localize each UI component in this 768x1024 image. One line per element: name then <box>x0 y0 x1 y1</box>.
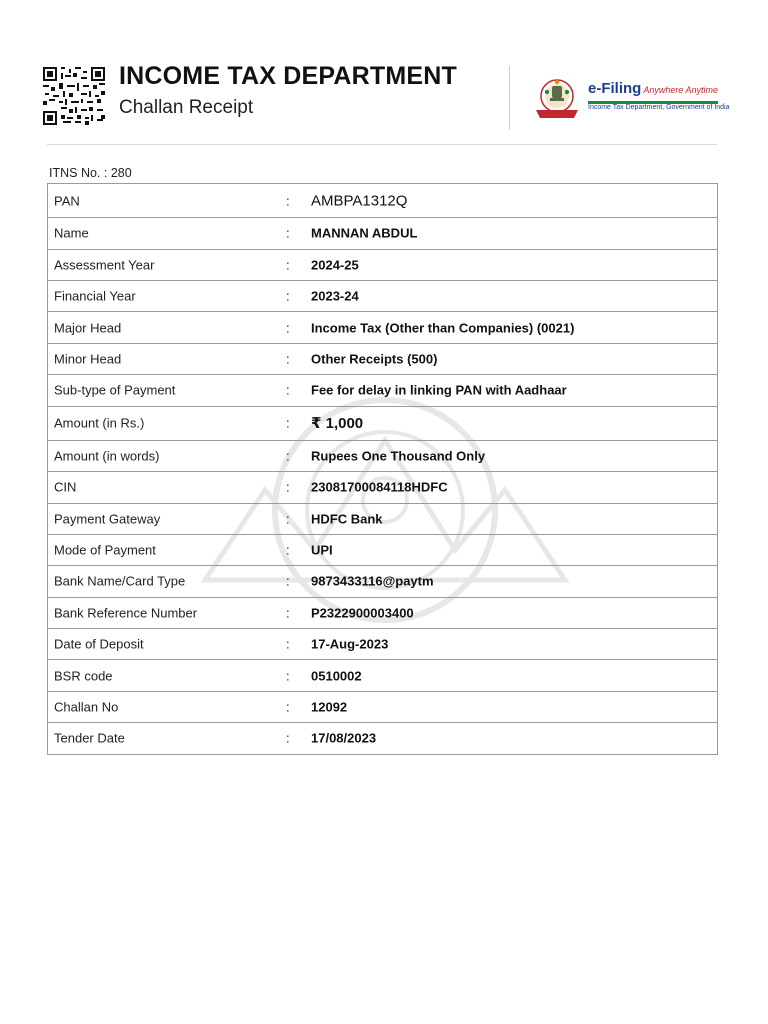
row-colon: : <box>286 573 290 589</box>
row-label: Bank Name/Card Type <box>54 573 186 589</box>
row-colon: : <box>286 225 290 241</box>
table-row <box>48 629 717 660</box>
challan-details-table <box>47 183 718 755</box>
table-row <box>48 344 717 375</box>
row-label: Amount (in words) <box>54 448 160 464</box>
table-row <box>48 598 717 629</box>
table-row <box>48 312 717 343</box>
row-label: Minor Head <box>54 351 122 367</box>
payment-gateway-value: HDFC Bank <box>311 511 383 527</box>
bank-card-type-value: 9873433116@paytm <box>311 573 434 589</box>
major-head-value: Income Tax (Other than Companies) (0021) <box>311 320 575 336</box>
row-colon: : <box>286 668 290 684</box>
name-value: MANNAN ABDUL <box>311 225 418 241</box>
row-colon: : <box>286 448 290 464</box>
header-divider <box>509 66 510 130</box>
table-row <box>48 692 717 723</box>
payment-mode-value: UPI <box>311 542 333 558</box>
row-label: PAN <box>54 193 80 209</box>
table-row <box>48 441 717 472</box>
efiling-org: Income Tax Department, Government of India <box>588 104 730 111</box>
pan-value: AMBPA1312Q <box>311 192 408 210</box>
deposit-date-value: 17-Aug-2023 <box>311 636 389 652</box>
row-colon: : <box>286 415 290 431</box>
efiling-brand-name: e-Filing <box>588 80 642 97</box>
row-colon: : <box>286 542 290 558</box>
row-label: Major Head <box>54 320 122 336</box>
bank-reference-value: P2322900003400 <box>311 605 414 621</box>
qr-code-icon <box>43 67 105 125</box>
financial-year-value: 2023-24 <box>311 288 359 304</box>
row-colon: : <box>286 382 290 398</box>
row-label: CIN <box>54 479 77 495</box>
row-label: Date of Deposit <box>54 636 144 652</box>
table-row <box>48 660 717 691</box>
efiling-brand <box>588 80 718 97</box>
row-colon: : <box>286 730 290 746</box>
cin-value: 23081700084118HDFC <box>311 479 448 495</box>
table-row <box>48 407 717 441</box>
row-colon: : <box>286 193 290 209</box>
national-emblem-icon <box>530 76 584 122</box>
row-colon: : <box>286 288 290 304</box>
table-row <box>48 281 717 312</box>
table-row <box>48 250 717 281</box>
efiling-tagline: Anywhere Anytime <box>643 85 719 95</box>
receipt-header <box>0 0 768 145</box>
table-row <box>48 723 717 754</box>
amount-value: ₹ 1,000 <box>311 415 364 433</box>
row-label: Challan No <box>54 699 119 715</box>
row-colon: : <box>286 479 290 495</box>
row-label: Name <box>54 225 89 241</box>
tender-date-value: 17/08/2023 <box>311 730 377 746</box>
row-label: Assessment Year <box>54 257 155 273</box>
itns-number: ITNS No. : 280 <box>49 166 132 180</box>
assessment-year-value: 2024-25 <box>311 257 359 273</box>
table-row <box>48 184 717 218</box>
row-label: Sub-type of Payment <box>54 382 176 398</box>
efiling-logo <box>530 74 730 122</box>
row-colon: : <box>286 511 290 527</box>
row-label: Amount (in Rs.) <box>54 415 145 431</box>
minor-head-value: Other Receipts (500) <box>311 351 438 367</box>
header-rule <box>47 144 717 145</box>
page-title: INCOME TAX DEPARTMENT <box>119 62 457 90</box>
row-label: Payment Gateway <box>54 511 161 527</box>
table-row <box>48 535 717 566</box>
bsr-code-value: 0510002 <box>311 668 362 684</box>
row-colon: : <box>286 636 290 652</box>
row-label: Mode of Payment <box>54 542 156 558</box>
row-label: Bank Reference Number <box>54 605 198 621</box>
row-label: BSR code <box>54 668 113 684</box>
table-row <box>48 566 717 597</box>
table-row <box>48 472 717 503</box>
row-label: Financial Year <box>54 288 136 304</box>
row-colon: : <box>286 257 290 273</box>
row-colon: : <box>286 605 290 621</box>
table-row <box>48 504 717 535</box>
page-subtitle: Challan Receipt <box>119 97 254 118</box>
table-row <box>48 375 717 406</box>
row-colon: : <box>286 699 290 715</box>
row-colon: : <box>286 351 290 367</box>
row-label: Tender Date <box>54 730 125 746</box>
payment-subtype-value: Fee for delay in linking PAN with Aadhaar <box>311 382 567 398</box>
table-row <box>48 218 717 249</box>
challan-no-value: 12092 <box>311 699 348 715</box>
row-colon: : <box>286 320 290 336</box>
amount-words-value: Rupees One Thousand Only <box>311 448 486 464</box>
